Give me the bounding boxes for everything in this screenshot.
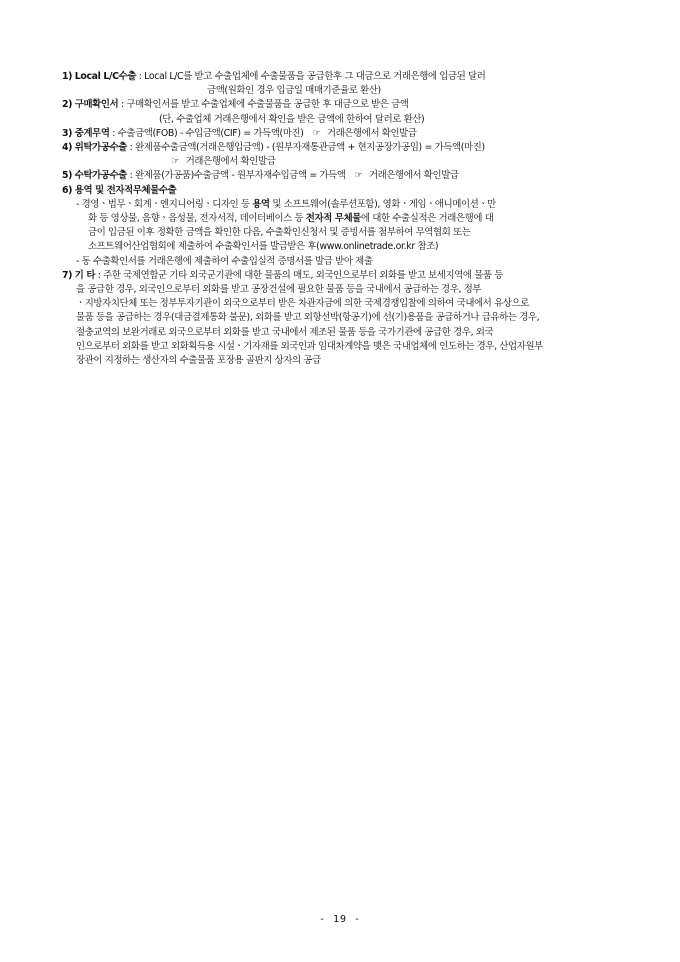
item-text: : 수출금액(FOB) - 수입금액(CIF) = 가득액(마진) — [112, 127, 304, 139]
bullet-text: 및 소프트웨어(솔루션포함), 영화ㆍ게임ㆍ애니메이션ㆍ만 — [269, 198, 496, 210]
item-title: 기 타 — [74, 269, 96, 281]
page-number: - 19 - — [318, 914, 362, 925]
pointing-hand-icon: ☞ — [171, 156, 180, 168]
item-consignment-processing — [62, 141, 618, 155]
item-text: : 완제품(가공품)수출금액 - 원부자재수입금액 = 가득액 — [129, 170, 346, 182]
bullet-text: 화 등 영상물, 음향ㆍ음성물, 전자서적, 데이터베이스 등 — [88, 213, 306, 225]
item-title: 구매확인서 — [74, 99, 119, 111]
export-performance-list — [62, 70, 618, 368]
item-text: : 구매확인서를 받고 수출업체에 수출물품을 공급한 후 대금으로 받은 금액 — [120, 99, 409, 111]
item-continuation: ㆍ지방자치단체 또는 정부투자기관이 외국으로부터 받은 차관자금에 의한 국제경쟁입찰에 의하여 국내에서 유상으로 — [76, 298, 529, 310]
services-bullet-1-cont: 금이 입금된 이후 정확한 금액을 확인한 다음, 수출확인신청서 및 증빙서를 첨부하여 무역협회 또는 — [88, 227, 471, 239]
item-purchase-confirmation — [62, 98, 618, 112]
item-number: 1) — [62, 71, 73, 82]
item-title: 중계무역 — [74, 127, 110, 139]
services-bullet-2: - 동 수출확인서를 거래은행에 제출하여 수출입실적 증명서를 발급 받아 제출 — [76, 255, 373, 267]
bullet-emphasis: 전자적 무체물 — [305, 213, 361, 225]
item-text: : 완제품수출금액(거래은행입금액) - (원부자재통관금액 + 현지공장가공임) = 가득액(마진) — [129, 142, 485, 154]
item-title: 수탁가공수출 — [74, 170, 127, 182]
item-text: : 주한 국제연합군 기타 외국군기관에 대한 물품의 매도, 외국인으로부터 외화를 받고 보세지역에 물품 등 — [97, 269, 504, 281]
bullet-text: - 경영ㆍ법무ㆍ회계ㆍ엔지니어링ㆍ디자인 등 — [76, 198, 253, 210]
bullet-emphasis: 용역 — [252, 198, 270, 210]
item-services-digital — [62, 184, 618, 198]
item-continuation: 절충교역의 보완거래로 외국으로부터 외화를 받고 국내에서 제조된 물품 등을 국가기관에 공급한 경우, 외국 — [76, 326, 494, 338]
item-continuation: 물품 등을 공급하는 경우(대금결제통화 불문), 외화를 받고 외항선박(항공기)에 선(기)용품을 공급하거나 급유하는 경우, — [76, 312, 540, 324]
services-bullet-1 — [62, 198, 618, 212]
item-number: 5) — [62, 170, 73, 182]
item-title: 용역 및 전자적무체물수출 — [74, 184, 177, 196]
item-note: 거래은행에서 확인발급 — [368, 170, 459, 182]
item-text: : Local L/C를 받고 수출업체에 수출물품을 공급한후 그 대금으로 거래은행에 입금된 달러 — [138, 71, 486, 82]
item-continuation: 을 공급한 경우, 외국인으로부터 외화를 받고 공장건설에 필요한 물품 등을 국내에서 공급하는 경우, 정부 — [76, 284, 482, 296]
item-title: 위탁가공수출 — [74, 142, 127, 154]
bullet-text: 에 대한 수출실적은 거래은행에 대 — [361, 213, 494, 225]
item-note: 거래은행에서 확인발급 — [326, 127, 417, 139]
item-continuation — [62, 155, 618, 169]
item-continuation: 인으로부터 외화를 받고 외화획득용 시설ㆍ기자재를 외국인과 임대차계약을 맺은 국내업체에 인도하는 경우, 산업자원부 — [76, 340, 543, 352]
item-local-lc — [62, 70, 618, 84]
item-processing-on-commission — [62, 169, 618, 183]
item-title: Local L/C수출 — [74, 71, 137, 82]
pointing-hand-icon: ☞ — [354, 170, 363, 182]
services-bullet-1-cont: 소프트웨어산업협회에 제출하여 수출확인서를 발급받은 후(www.onlinetrade.or.kr 참조) — [88, 241, 439, 253]
item-number: 2) — [62, 99, 73, 111]
item-continuation: 장관이 지정하는 생산자의 수출물품 포장용 골판지 상자의 공급 — [76, 355, 321, 367]
item-note: 거래은행에서 확인발급 — [185, 156, 276, 168]
pointing-hand-icon: ☞ — [312, 127, 321, 139]
item-continuation: (단, 수출업체 거래은행에서 확인을 받은 금액에 한하여 달러로 환산) — [159, 113, 425, 125]
item-intermediary-trade — [62, 127, 618, 141]
services-bullet-1-cont — [62, 212, 618, 226]
item-other — [62, 269, 618, 283]
item-number: 3) — [62, 127, 73, 139]
item-continuation: 금액(원화인 경우 입금일 매매기준율로 환산) — [207, 85, 381, 97]
item-number: 7) — [62, 269, 73, 281]
item-number: 4) — [62, 142, 73, 154]
item-number: 6) — [62, 184, 73, 196]
